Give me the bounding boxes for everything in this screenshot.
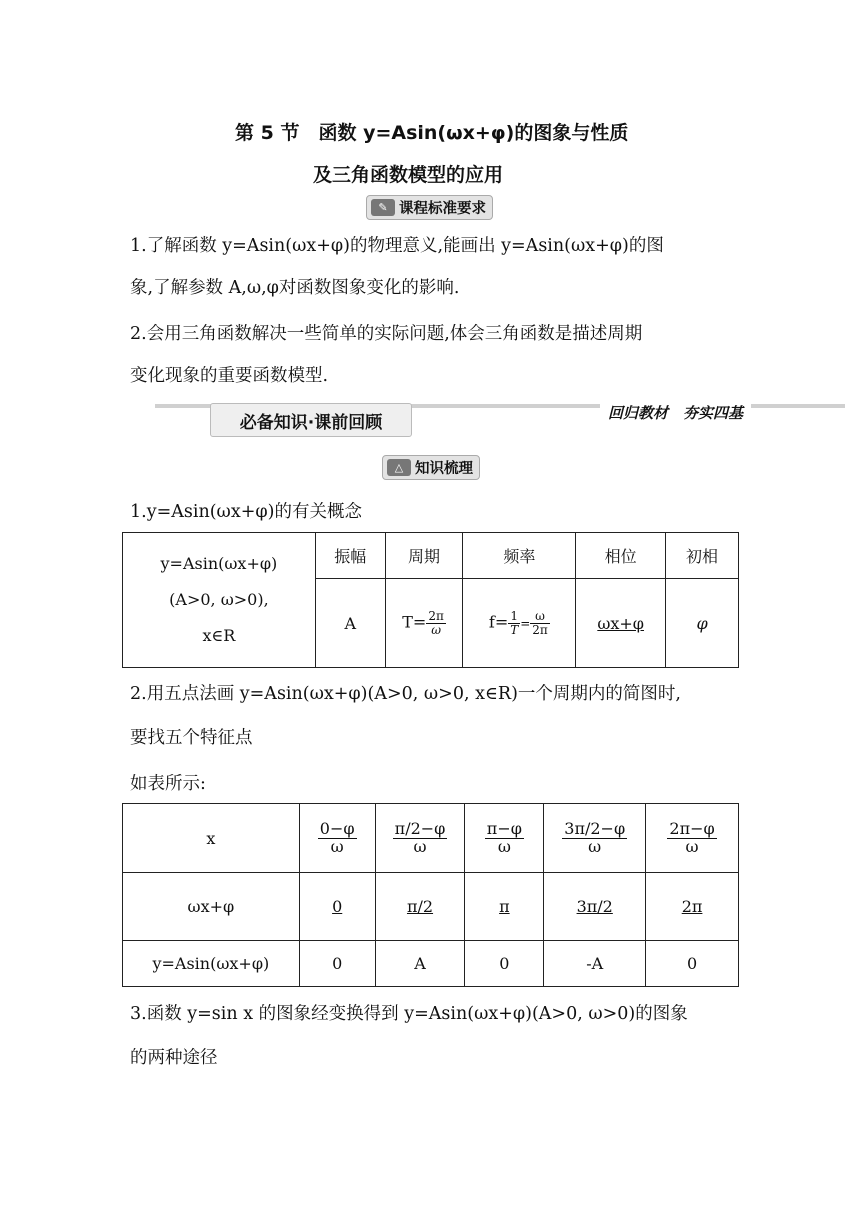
row-label-phase: ωx+φ (123, 873, 300, 941)
fivepoint-table (122, 803, 739, 987)
phase-value: π/2 (375, 873, 465, 941)
fivepoint-text: 如表所示: (130, 774, 206, 794)
compass-icon: △ (387, 459, 411, 476)
header-frequency: 频率 (463, 533, 576, 579)
y-value: -A (544, 941, 646, 987)
phase-value: 3π/2 (544, 873, 646, 941)
x-value: $\frac{\pi-\varphi}{\omega}$ (465, 804, 544, 873)
concept-table (122, 532, 739, 668)
y-value: 0 (299, 941, 375, 987)
transform-text: 的两种途径 (130, 1048, 218, 1068)
x-value: $\frac{\pi/2-\varphi}{\omega}$ (375, 804, 465, 873)
chart-icon: ✎ (371, 199, 395, 216)
x-value: $\frac{0-\varphi}{\omega}$ (299, 804, 375, 873)
x-value: $\frac{2\pi-\varphi}{\omega}$ (646, 804, 739, 873)
frequency-value: f= $\frac{1}{T}$ = $\frac{\omega}{2\pi}$ (463, 579, 576, 668)
row-label-x: x (123, 804, 300, 873)
header-phase: 相位 (576, 533, 666, 579)
header-period: 周期 (385, 533, 463, 579)
requirement-line: 变化现象的重要函数模型. (130, 366, 329, 386)
initial-phase-value: φ (666, 579, 739, 668)
knowledge-badge (382, 455, 480, 480)
requirement-line: 1.了解函数 y=Asin(ωx+φ)的物理意义,能画出 y=Asin(ωx+φ)的图 (130, 236, 664, 256)
function-cell: y=Asin(ωx+φ) (A>0, ω>0), x∈R (123, 533, 316, 668)
section-motto: 回归教材 夯实四基 (600, 402, 751, 423)
page-title: 第 5 节 函数 y=Asin(ωx+φ)的图象与性质 (235, 122, 629, 144)
page-title-line2: 及三角函数模型的应用 (313, 164, 504, 186)
phase-value: 0 (299, 873, 375, 941)
phase-value: π (465, 873, 544, 941)
y-value: 0 (465, 941, 544, 987)
fivepoint-text: 要找五个特征点 (130, 728, 253, 748)
x-value: $\frac{3\pi/2-\varphi}{\omega}$ (544, 804, 646, 873)
y-value: A (375, 941, 465, 987)
phase-value: 2π (646, 873, 739, 941)
amplitude-value: A (315, 579, 385, 668)
section-title: 必备知识·课前回顾 (210, 403, 412, 437)
fivepoint-text: 2.用五点法画 y=Asin(ωx+φ)(A>0, ω>0, x∈R)一个周期内的简图时, (130, 684, 681, 704)
concept-heading: 1.y=Asin(ωx+φ)的有关概念 (130, 502, 362, 522)
header-initial-phase: 初相 (666, 533, 739, 579)
curriculum-badge (366, 195, 493, 220)
knowledge-badge-label: 知识梳理 (415, 461, 473, 477)
row-label-y: y=Asin(ωx+φ) (123, 941, 300, 987)
transform-text: 3.函数 y=sin x 的图象经变换得到 y=Asin(ωx+φ)(A>0, ω>0)的图象 (130, 1004, 688, 1024)
period-value: T= $\frac{2\pi}{\omega}$ (385, 579, 463, 668)
requirement-line: 象,了解参数 A,ω,φ对函数图象变化的影响. (130, 278, 460, 298)
phase-value: ωx+φ (576, 579, 666, 668)
y-value: 0 (646, 941, 739, 987)
header-amplitude: 振幅 (315, 533, 385, 579)
requirement-line: 2.会用三角函数解决一些简单的实际问题,体会三角函数是描述周期 (130, 324, 643, 344)
curriculum-badge-label: 课程标准要求 (399, 201, 486, 217)
